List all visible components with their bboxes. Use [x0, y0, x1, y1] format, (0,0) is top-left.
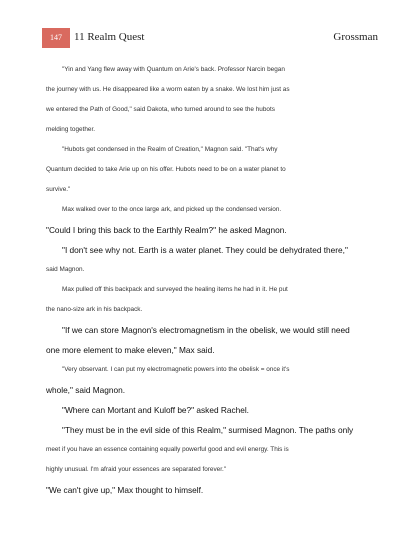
page-header: [42, 28, 378, 48]
text-line: "Hubots get condensed in the Realm of Creation," Magnon said. "That's why: [62, 146, 278, 153]
text-line: "We can't give up," Max thought to himself.: [46, 485, 204, 495]
text-line: the nano-size ark in his backpack.: [46, 306, 143, 313]
text-line: Quantum decided to take Arie up on his offer. Hubots need to be on a water planet to: [46, 166, 286, 173]
author-name: Grossman: [333, 31, 378, 43]
text-line: meet if you have an essence containing equally powerful good and evil energy. This is: [46, 446, 289, 453]
text-line: melding together.: [46, 126, 96, 133]
text-line: whole," said Magnon.: [46, 385, 126, 395]
text-line: the journey with us. He disappeared like a worm eaten by a snake. We lost him just as: [46, 86, 290, 93]
book-title: 11 Realm Quest: [74, 31, 145, 43]
text-line: one more element to make eleven," Max said.: [46, 345, 215, 355]
text-line: "Very observant. I can put my electromagnetic powers into the obelisk = once it's: [62, 366, 290, 373]
text-line: "I don't see why not. Earth is a water planet. They could be dehydrated there,": [62, 245, 348, 255]
body-text: [46, 60, 378, 500]
text-line: "Yin and Yang flew away with Quantum on Arie's back. Professor Narcin began: [62, 66, 285, 73]
text-line: "If we can store Magnon's electromagnetism in the obelisk, we would still need: [62, 325, 350, 335]
text-line: "Could I bring this back to the Earthly Realm?" he asked Magnon.: [46, 225, 287, 235]
text-line: Max pulled off this backpack and surveyed the healing items he had in it. He put: [62, 286, 288, 293]
page-number: 147: [42, 28, 70, 48]
text-line: we entered the Path of Good," said Dakota, who turned around to see the hubots: [46, 106, 275, 113]
text-line: survive.": [46, 186, 71, 193]
text-line: "They must be in the evil side of this Realm," surmised Magnon. The paths only: [62, 425, 354, 435]
text-line: "Where can Mortant and Kuloff be?" asked Rachel.: [62, 405, 249, 415]
text-line: highly unusual. I'm afraid your essences are separated forever.": [46, 466, 227, 473]
text-line: Max walked over to the once large ark, and picked up the condensed version.: [62, 206, 282, 213]
text-line: said Magnon.: [46, 266, 85, 273]
